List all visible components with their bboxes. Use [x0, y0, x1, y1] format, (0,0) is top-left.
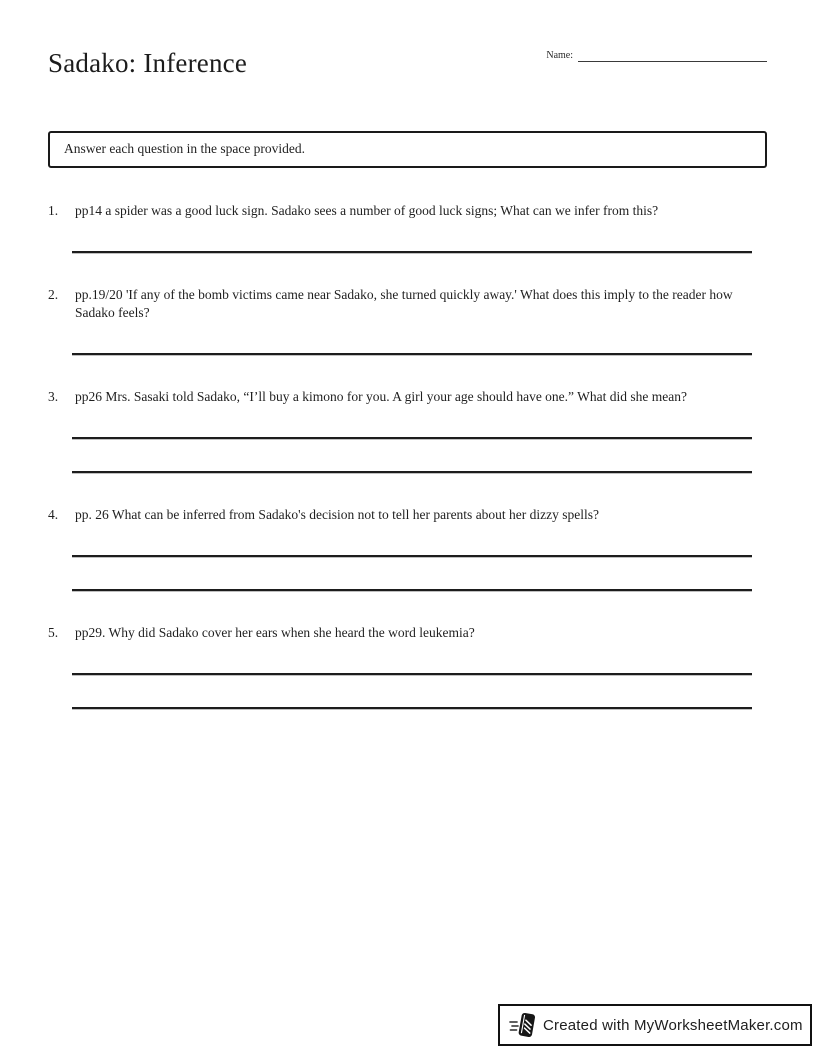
- question-number: 2.: [48, 287, 59, 302]
- answer-fill-in-line[interactable]: [72, 471, 752, 473]
- question-row: [48, 202, 767, 220]
- worksheet-maker-badge[interactable]: [498, 1004, 812, 1046]
- question-text: pp.19/20 'If any of the bomb victims came near Sadako, she turned quickly away.' What does this imply to the reader how Sadako feels?: [75, 287, 733, 320]
- question-number: 5.: [48, 625, 59, 640]
- answer-fill-in-line[interactable]: [72, 555, 752, 557]
- question-number: 3.: [48, 389, 59, 404]
- question-block: [48, 506, 767, 591]
- question-row: [48, 388, 767, 406]
- question-block: [48, 202, 767, 253]
- question-text: pp29. Why did Sadako cover her ears when she heard the word leukemia?: [75, 625, 475, 640]
- answer-fill-in-line[interactable]: [72, 707, 752, 709]
- answer-fill-in-line[interactable]: [72, 589, 752, 591]
- answer-lines: [72, 251, 752, 253]
- question-number: 4.: [48, 507, 59, 522]
- question-block: [48, 624, 767, 709]
- name-fill-in-line[interactable]: [578, 49, 767, 62]
- answer-fill-in-line[interactable]: [72, 437, 752, 439]
- answer-lines: [72, 555, 752, 591]
- answer-lines: [72, 353, 752, 355]
- worksheet-maker-logo-icon: [509, 1011, 536, 1040]
- question-text: pp26 Mrs. Sasaki told Sadako, “I’ll buy a kimono for you. A girl your age should have one.” What did she mean?: [75, 389, 688, 404]
- instructions-box: [48, 131, 767, 168]
- question-number: 1.: [48, 203, 59, 218]
- answer-fill-in-line[interactable]: [72, 673, 752, 675]
- question-row: [48, 506, 767, 524]
- instructions-text: Answer each question in the space provided.: [64, 140, 306, 156]
- question-text: pp14 a spider was a good luck sign. Sadako sees a number of good luck signs; What can we infer from this?: [75, 203, 659, 218]
- name-label: Name:: [546, 50, 573, 61]
- questions-list: [48, 202, 767, 709]
- question-block: [48, 388, 767, 473]
- question-row: [48, 286, 767, 322]
- question-text: pp. 26 What can be inferred from Sadako's decision not to tell her parents about her dizzy spells?: [75, 507, 600, 522]
- answer-lines: [72, 673, 752, 709]
- answer-lines: [72, 437, 752, 473]
- footer-badge-text: Created with MyWorksheetMaker.com: [543, 1016, 803, 1034]
- header: [48, 0, 767, 82]
- question-row: [48, 624, 767, 642]
- name-field-area: [546, 49, 767, 62]
- question-block: [48, 286, 767, 355]
- answer-fill-in-line[interactable]: [72, 353, 752, 355]
- answer-fill-in-line[interactable]: [72, 251, 752, 253]
- page-title: Sadako: Inference: [48, 48, 248, 78]
